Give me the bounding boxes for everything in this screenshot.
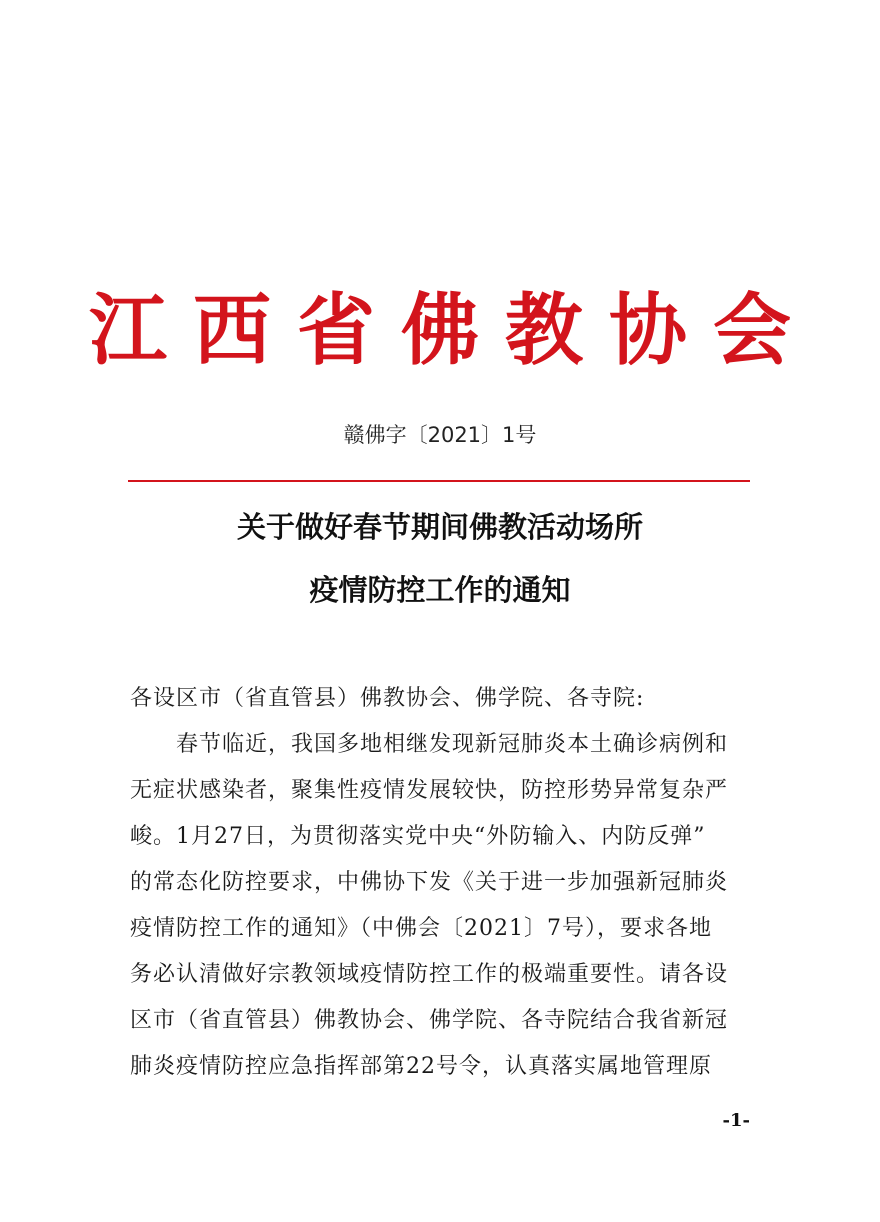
- body-line: 肺炎疫情防控应急指挥部第22号令，认真落实属地管理原: [130, 1054, 712, 1079]
- body-line: 区市（省直管县）佛教协会、佛学院、各寺院结合我省新冠: [130, 1008, 729, 1033]
- body-line: 峻。1月27日，为贯彻落实党中央“外防输入、内防反弹”: [130, 824, 706, 849]
- page-number: -1-: [722, 1110, 750, 1131]
- body-line: 的常态化防控要求，中佛协下发《关于进一步加强新冠肺炎: [130, 870, 729, 895]
- red-divider-line: [128, 480, 750, 482]
- salutation: 各设区市（省直管县）佛教协会、佛学院、各寺院:: [130, 686, 645, 711]
- title-line-2: 疫情防控工作的通知: [309, 573, 571, 607]
- body-line: 无症状感染者，聚集性疫情发展较快，防控形势异常复杂严: [130, 778, 729, 803]
- body-line: 务必认清做好宗教领域疫情防控工作的极端重要性。请各设: [130, 962, 729, 987]
- document-number: 赣佛字〔2021〕1号: [343, 423, 537, 447]
- body-line: 疫情防控工作的通知》（中佛会〔2021〕7号），要求各地: [130, 916, 712, 941]
- body-line: 春节临近，我国多地相继发现新冠肺炎本土确诊病例和: [130, 732, 729, 757]
- title-line-1: 关于做好春节期间佛教活动场所: [236, 510, 643, 544]
- organization-header: 江西省佛教协会: [88, 285, 817, 376]
